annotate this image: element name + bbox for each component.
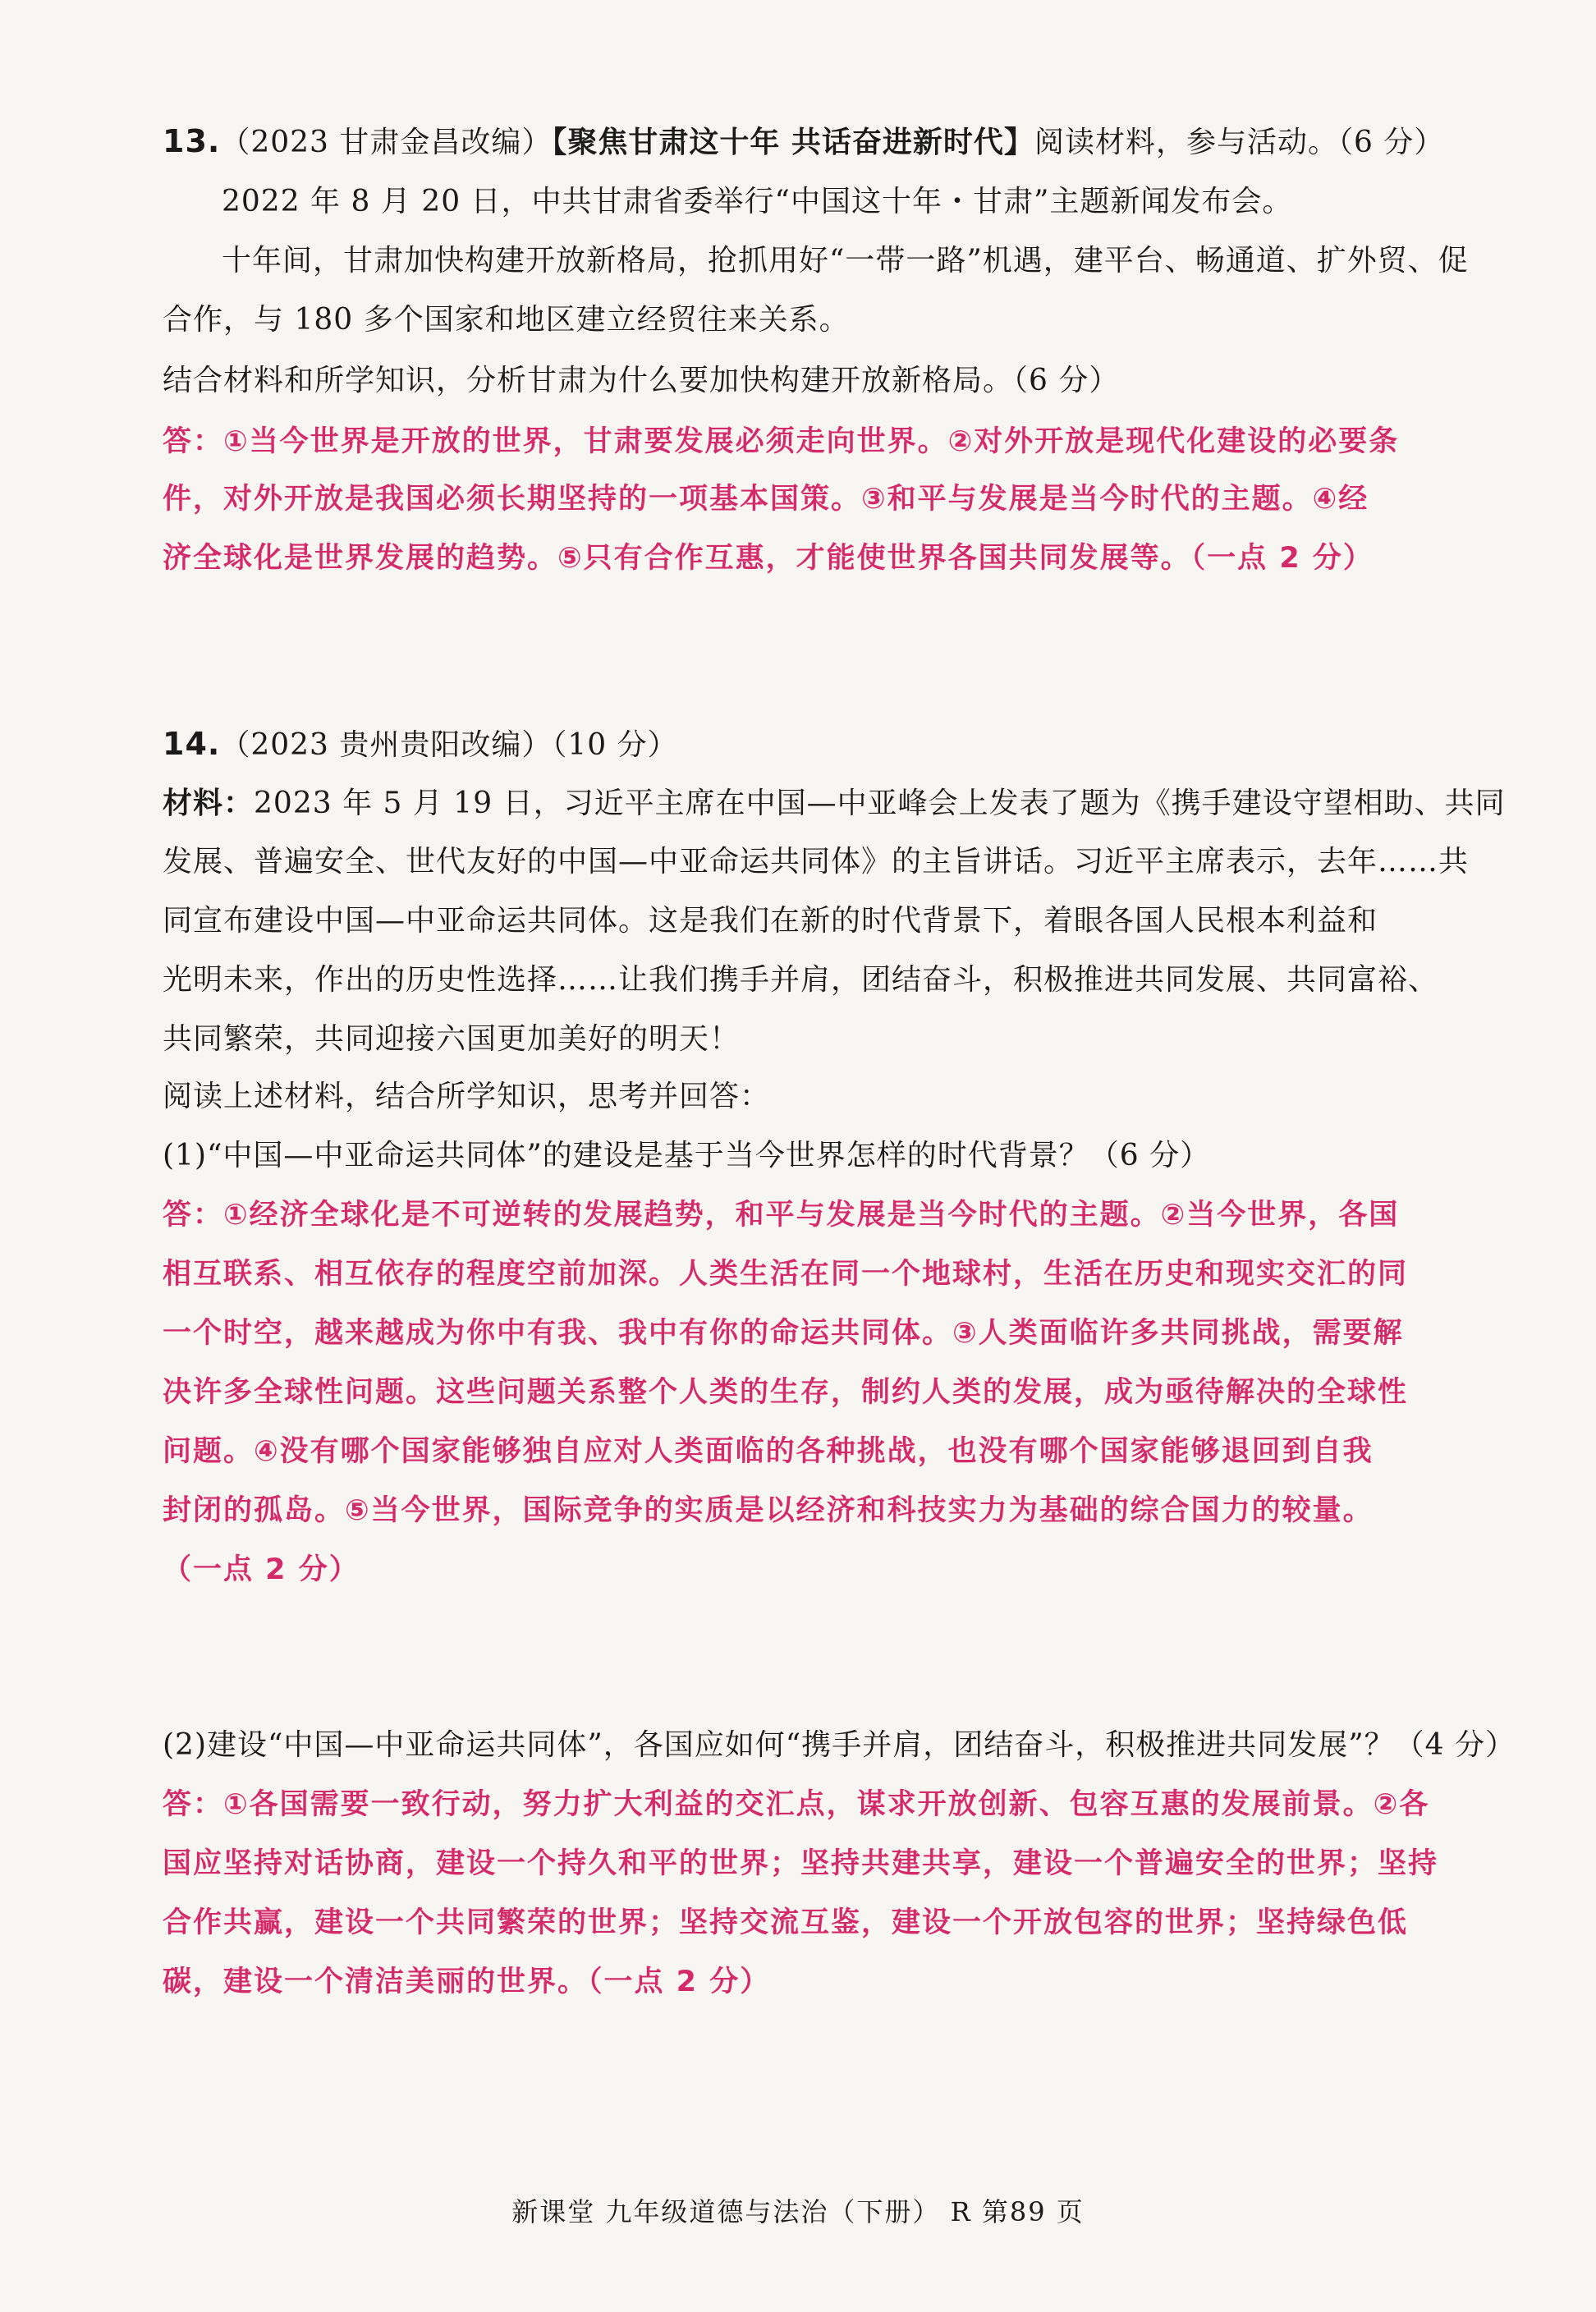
q13-answer-line: 济全球化是世界发展的趋势。⑤只有合作互惠，才能使世界各国共同发展等。（一点 2 分） xyxy=(163,542,1374,575)
q14-material-line: 同宣布建设中国—中亚命运共同体。这是我们在新的时代背景下，着眼各国人民根本利益和 xyxy=(163,904,1378,938)
q14-sub2-answer-line: 答：①各国需要一致行动，努力扩大利益的交汇点，谋求开放创新、包容互惠的发展前景。②各 xyxy=(163,1788,1430,1821)
q14-material-line xyxy=(163,783,1506,823)
q13-answer-line: 件，对外开放是我国必须长期坚持的一项基本国策。③和平与发展是当今时代的主题。④经 xyxy=(163,483,1369,516)
q13-material-line: 2022 年 8 月 20 日，中共甘肃省委举行“中国这十年・甘肃”主题新闻发布会。 xyxy=(222,185,1293,218)
q14-source: （2023 贵州贵阳改编）（10 分） xyxy=(220,728,678,762)
q14-sub1-answer-line: 相互联系、相互依存的程度空前加深。人类生活在同一个地球村，生活在历史和现实交汇的同 xyxy=(163,1258,1409,1291)
q13-header xyxy=(163,122,1484,163)
q14-material-text: 2023 年 5 月 19 日，习近平主席在中国—中亚峰会上发表了题为《携手建设守望相助、共同 xyxy=(254,787,1506,820)
q14-material-line: 光明未来，作出的历史性选择……让我们携手并肩，团结奋斗，积极推进共同发展、共同富裕、 xyxy=(163,963,1439,997)
q13-material-line: 十年间，甘肃加快构建开放新格局，抢抓用好“一带一路”机遇，建平台、畅通道、扩外贸、促 xyxy=(222,244,1469,278)
q14-material-line: 发展、普遍安全、世代友好的中国—中亚命运共同体》的主旨讲话。习近平主席表示，去年……共 xyxy=(163,845,1470,878)
q14-sub1-answer-line: （一点 2 分） xyxy=(163,1553,360,1586)
q14-sub1-answer-line: 决许多全球性问题。这些问题关系整个人类的生存，制约人类的发展，成为亟待解决的全球性 xyxy=(163,1376,1409,1409)
q14-sub1-answer-line: 一个时空，越来越成为你中有我、我中有你的命运共同体。③人类面临许多共同挑战，需要解 xyxy=(163,1317,1404,1350)
q13-theme: 【聚焦甘肃这十年 共话奋进新时代】 xyxy=(552,125,1034,159)
q14-instruction: 阅读上述材料，结合所学知识，思考并回答： xyxy=(163,1080,771,1113)
q14-sub1-answer-line: 问题。④没有哪个国家能够独自应对人类面临的各种挑战，也没有哪个国家能够退回到自我 xyxy=(163,1435,1374,1468)
q13-source: （2023 甘肃金昌改编） xyxy=(220,126,553,159)
q13-instruction: 阅读材料，参与活动。（6 分） xyxy=(1034,126,1445,159)
q14-material-line: 共同繁荣，共同迎接六国更加美好的明天！ xyxy=(163,1022,741,1056)
q13-answer-line: 答：①当今世界是开放的世界，甘肃要发展必须走向世界。②对外开放是现代化建设的必要条 xyxy=(163,425,1400,458)
q14-sub2-answer-line: 国应坚持对话协商，建设一个持久和平的世界；坚持共建共享，建设一个普遍安全的世界；坚持 xyxy=(163,1847,1439,1880)
q13-material-line: 合作，与 180 多个国家和地区建立经贸往来关系。 xyxy=(163,303,850,337)
q14-sub1-question: (1)“中国—中亚命运共同体”的建设是基于当今世界怎样的时代背景？（6 分） xyxy=(163,1139,1211,1172)
q14-header xyxy=(163,724,1484,765)
page-footer: 新课堂 九年级道德与法治（下册） R 第89 页 xyxy=(511,2196,1085,2227)
q14-sub1-answer-line: 答：①经济全球化是不可逆转的发展趋势，和平与发展是当今时代的主题。②当今世界，各国 xyxy=(163,1199,1400,1232)
q14-sub2-question: (2)建设“中国—中亚命运共同体”，各国应如何“携手并肩，团结奋斗，积极推进共同发展”？（4 分） xyxy=(163,1728,1516,1762)
q14-sub2-answer-line: 合作共赢，建设一个共同繁荣的世界；坚持交流互鉴，建设一个开放包容的世界；坚持绿色低 xyxy=(163,1906,1409,1939)
q14-number: 14. xyxy=(163,726,221,762)
q13-number: 13. xyxy=(163,123,221,159)
q13-question: 结合材料和所学知识，分析甘肃为什么要加快构建开放新格局。（6 分） xyxy=(163,364,1120,397)
q14-sub2-answer-line: 碳，建设一个清洁美丽的世界。（一点 2 分） xyxy=(163,1966,771,1998)
q14-sub1-answer-line: 封闭的孤岛。⑤当今世界，国际竞争的实质是以经济和科技实力为基础的综合国力的较量。 xyxy=(163,1494,1374,1527)
q14-material-label: 材料： xyxy=(163,786,255,820)
